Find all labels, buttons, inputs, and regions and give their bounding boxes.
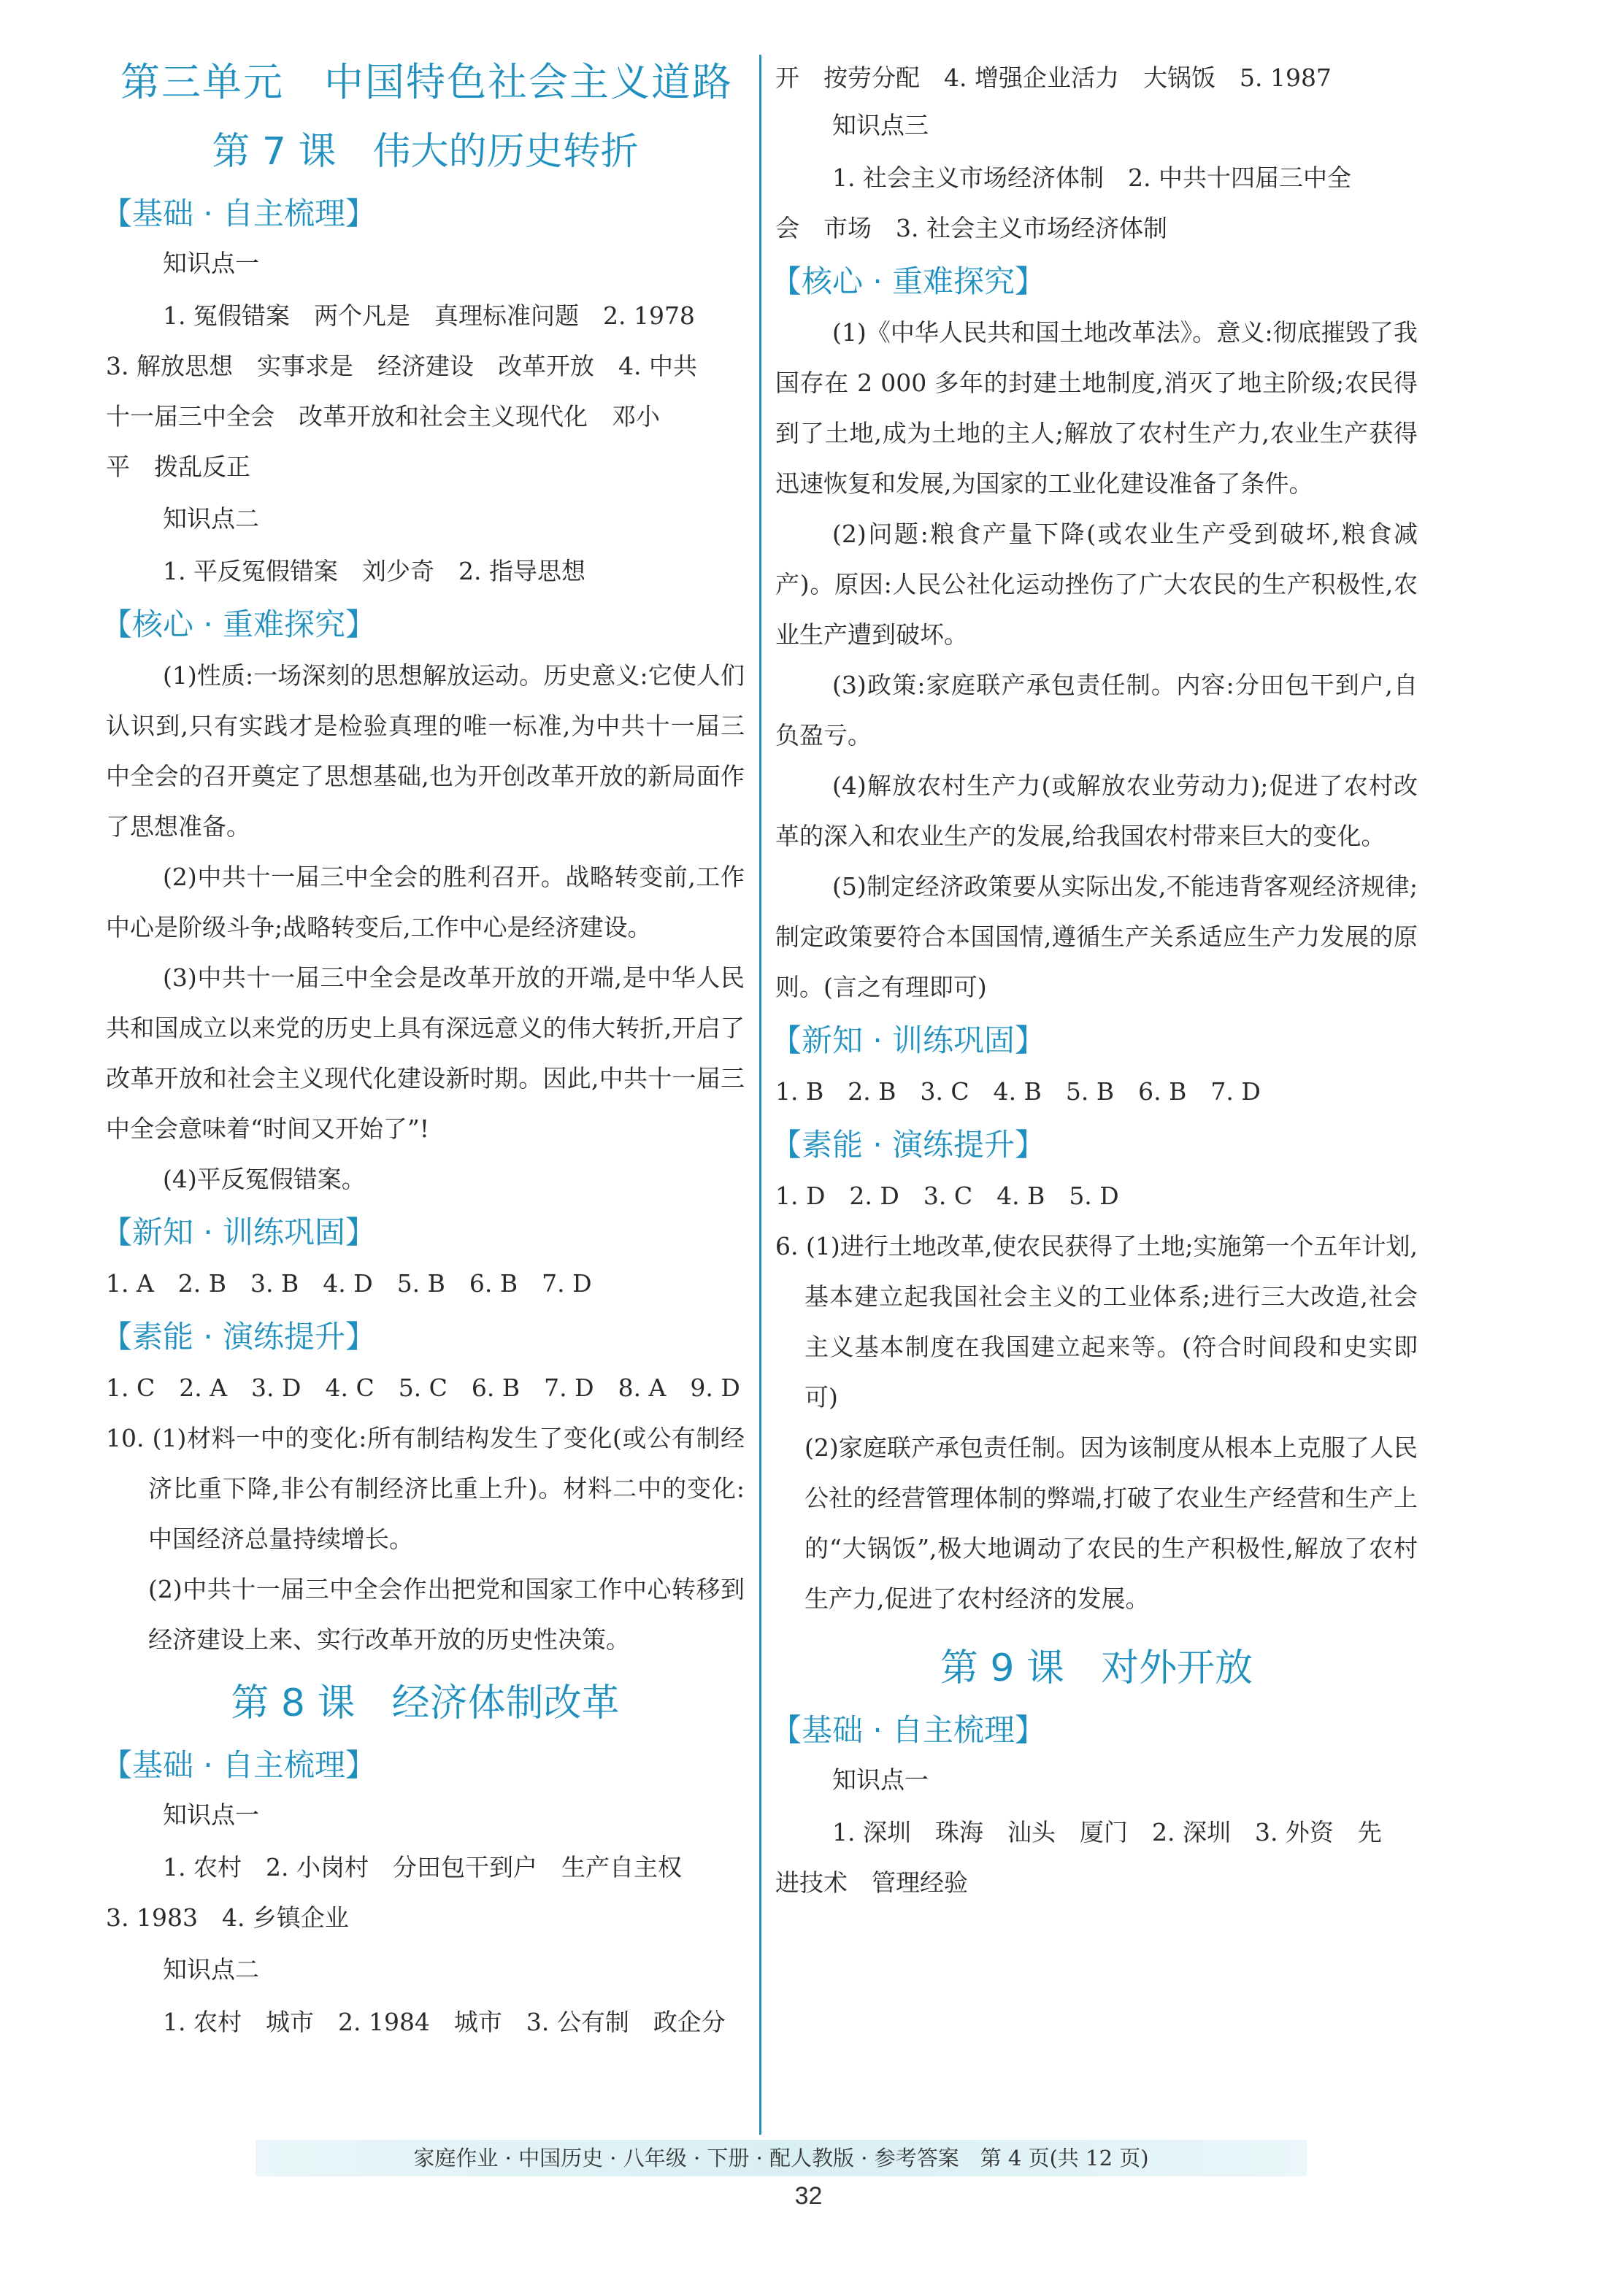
lesson-9-basic-heading: 【基础 · 自主梳理】 xyxy=(771,1712,1046,1748)
answer-line: 1. D 2. D 3. C 4. B 5. D xyxy=(775,1182,1119,1210)
text-line: 1. 深圳 珠海 汕头 厦门 2. 深圳 3. 外资 先 xyxy=(832,1818,1382,1846)
text-line: 进技术 管理经验 xyxy=(775,1868,968,1897)
page-number: 32 xyxy=(794,2182,823,2210)
paragraph: (3)中共十一届三中全会是改革开放的开端,是中华人民共和国成立以来党的历史上具有深远意义的伟大转折,开启了改革开放和社会主义现代化建设新时期。因此,中共十一届三中全会意味着“时间又开始了”! xyxy=(106,963,745,1143)
text-line: 开 按劳分配 4. 增强企业活力 大锅饭 5. 1987 xyxy=(775,63,1332,92)
lesson-7-knowledge-point-2: 知识点二 xyxy=(163,504,259,533)
text-line: 1. 平反冤假错案 刘少奇 2. 指导思想 xyxy=(163,557,585,585)
text-line: 平 拨乱反正 xyxy=(106,452,250,481)
lesson-7-basic-heading: 【基础 · 自主梳理】 xyxy=(101,196,377,231)
paragraph: (4)平反冤假错案。 xyxy=(163,1165,366,1193)
unit-title: 第三单元 中国特色社会主义道路 xyxy=(120,59,733,105)
lesson-8-title: 第 8 课 经济体制改革 xyxy=(231,1681,620,1725)
paragraph: (5)制定经济政策要从实际出发,不能违背客观经济规律;制定政策要符合本国国情,遵循生产关系适应生产力发展的原则。(言之有理即可) xyxy=(775,872,1418,1001)
lesson-9-title: 第 9 课 对外开放 xyxy=(940,1646,1253,1690)
paragraph: (2)中共十一届三中全会的胜利召开。战略转变前,工作中心是阶级斗争;战略转变后,工作中心是经济建设。 xyxy=(106,863,745,941)
paragraph: (3)政策:家庭联产承包责任制。内容:分田包干到户,自负盈亏。 xyxy=(775,671,1418,750)
lesson-8-knowledge-point-2: 知识点二 xyxy=(163,1955,259,1984)
footer-banner: 家庭作业 · 中国历史 · 八年级 · 下册 · 配人教版 · 参考答案 第 4 页(共 12 页) xyxy=(256,2140,1307,2176)
question-6-part-1: 6. (1)进行土地改革,使农民获得了土地;实施第一个五年计划,基本建立起我国社会主义的工业体系;进行三大改造,社会主义基本制度在我国建立起来等。(符合时间段和史实即可) xyxy=(775,1232,1418,1411)
question-10-part-2: (2)中共十一届三中全会作出把党和国家工作中心转移到经济建设上来、实行改革开放的历史性决策。 xyxy=(148,1575,745,1654)
paragraph: (2)问题:粮食产量下降(或农业生产受到破坏,粮食减产)。原因:人民公社化运动挫伤了广大农民的生产积极性,农业生产遭到破坏。 xyxy=(775,520,1418,649)
text-line: 十一届三中全会 改革开放和社会主义现代化 邓小 xyxy=(106,402,660,431)
paragraph: (4)解放农村生产力(或解放农业劳动力);促进了农村改革的深入和农业生产的发展,给我国农村带来巨大的变化。 xyxy=(775,771,1418,850)
lesson-8-new-knowledge-heading: 【新知 · 训练巩固】 xyxy=(771,1022,1046,1058)
answer-line: 1. C 2. A 3. D 4. C 5. C 6. B 7. D 8. A 9. D xyxy=(106,1374,740,1402)
lesson-8-basic-heading: 【基础 · 自主梳理】 xyxy=(101,1747,377,1783)
lesson-7-knowledge-point-1: 知识点一 xyxy=(163,249,259,277)
lesson-8-knowledge-point-3: 知识点三 xyxy=(832,111,929,139)
lesson-7-title: 第 7 课 伟大的历史转折 xyxy=(212,130,639,174)
text-line: 会 市场 3. 社会主义市场经济体制 xyxy=(775,214,1167,242)
question-10-part-1: 10. (1)材料一中的变化:所有制结构发生了变化(或公有制经济比重下降,非公有制经济比重上升)。材料二中的变化:中国经济总量持续增长。 xyxy=(106,1424,745,1553)
lesson-9-knowledge-point-1: 知识点一 xyxy=(832,1765,929,1794)
lesson-7-skill-heading: 【素能 · 演练提升】 xyxy=(101,1319,377,1355)
column-divider xyxy=(759,55,761,2135)
text-line: 1. 冤假错案 两个凡是 真理标准问题 2. 1978 xyxy=(163,301,695,330)
right-column xyxy=(771,53,1418,1908)
paragraph: (1)性质:一场深刻的思想解放运动。历史意义:它使人们认识到,只有实践才是检验真理的唯一标准,为中共十一届三中全会的召开奠定了思想基础,也为开创改革开放的新局面作了思想准备。 xyxy=(106,661,745,841)
lesson-8-knowledge-point-1: 知识点一 xyxy=(163,1800,259,1829)
text-line: 1. 农村 2. 小岗村 分田包干到户 生产自主权 xyxy=(163,1853,682,1881)
answer-line: 1. A 2. B 3. B 4. D 5. B 6. B 7. D xyxy=(106,1269,592,1298)
lesson-8-core-heading: 【核心 · 重难探究】 xyxy=(771,263,1046,299)
left-column xyxy=(101,44,745,2047)
paragraph: (1)《中华人民共和国土地改革法》。意义:彻底摧毁了我国存在 2 000 多年的封建土地制度,消灭了地主阶级;农民得到了土地,成为土地的主人;解放了农村生产力,农业生产获得迅速恢复和发展,为国家的工业化建设准备了条件。 xyxy=(775,318,1418,498)
lesson-8-skill-heading: 【素能 · 演练提升】 xyxy=(771,1127,1046,1163)
answer-line: 1. B 2. B 3. C 4. B 5. B 6. B 7. D xyxy=(775,1077,1261,1106)
text-line: 1. 农村 城市 2. 1984 城市 3. 公有制 政企分 xyxy=(163,2008,726,2036)
lesson-7-core-heading: 【核心 · 重难探究】 xyxy=(101,606,377,642)
text-line: 1. 社会主义市场经济体制 2. 中共十四届三中全 xyxy=(832,163,1351,192)
question-6-part-2: (2)家庭联产承包责任制。因为该制度从根本上克服了人民公社的经营管理体制的弊端,打破了农业生产经营和生产上的“大锅饭”,极大地调动了农民的生产积极性,解放了农村生产力,促进了农村经济的发展。 xyxy=(804,1433,1418,1613)
text-line: 3. 解放思想 实事求是 经济建设 改革开放 4. 中共 xyxy=(106,352,697,380)
lesson-7-new-knowledge-heading: 【新知 · 训练巩固】 xyxy=(101,1214,377,1250)
text-line: 3. 1983 4. 乡镇企业 xyxy=(106,1903,349,1932)
